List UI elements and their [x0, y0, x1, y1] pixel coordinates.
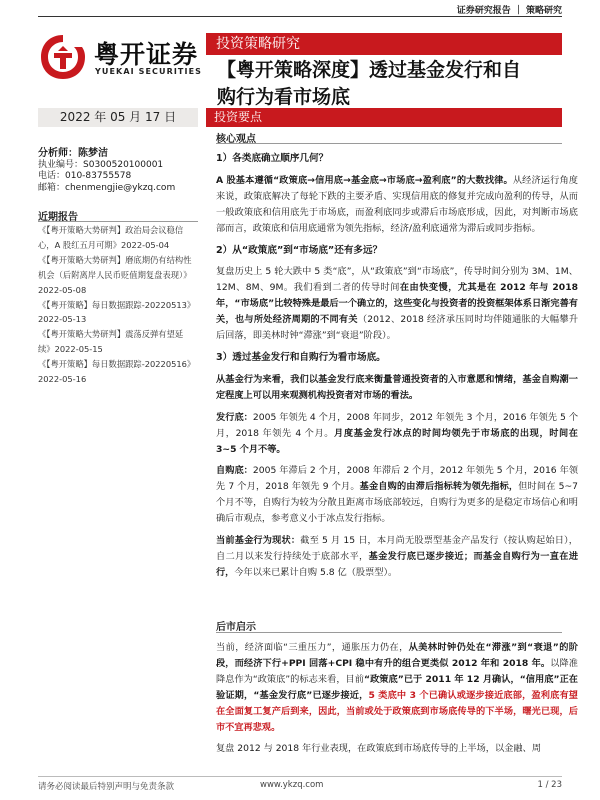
report-title-text: 《【粤开策略大势研判】政治局会议稳信 [38, 225, 184, 235]
list-item[interactable] [38, 298, 200, 328]
outlook-bold: “政策底”已于 2011 年 12 月确认，“信用底”正在验证期，“基金发行底”已逐步接近， [216, 673, 578, 701]
issuance-text: 2005 年领先 4 个月，2008 年同步，2012 年领先 3 个月，2016 年领先 5 个月，2018 年领先 4 个月。 [216, 411, 579, 439]
yuekai-logo-icon [38, 33, 88, 81]
outlook-heading: 后市启示 [216, 622, 256, 633]
recent-reports-divider [38, 221, 198, 222]
analyst-license: 执业编号：S0300520100001 [38, 159, 164, 170]
analyst-name: 分析师：陈梦洁 [38, 148, 108, 159]
report-title-text: 《【粤开策略大势研判】磨底期仍有结构性 [38, 254, 192, 265]
outlook-highlight: 5 类底中 3 个已确认或逐步接近底部，盈利底有望在全面复工复产后到来，因此，当前或处于政策底到市场底传导的下半场，曙光已现，后市不宜再悲观。 [216, 689, 578, 733]
key-points-bar: 投资要点 [206, 108, 562, 127]
current-status-bold: 基金发行底已逐步接近；而基金自购行为一直在进行， [216, 550, 579, 578]
self-purchase-label: 自购底： [216, 465, 253, 477]
self-purchase-text-end: 但时间在 5~7 个月不等，自购行为较为分散且距离市场底部较远，自购行为更多的是稳定市场信心和明确后市观点，参考意义小于冰点发行指标。 [216, 481, 578, 525]
current-status-label: 当前基金行为现状： [216, 535, 301, 547]
paragraph-self-purchase [216, 463, 578, 527]
outlook-body [216, 640, 578, 757]
brand-logo [38, 33, 203, 83]
top-header [0, 0, 600, 20]
recent-reports-heading: 近期报告 [38, 212, 78, 223]
list-item[interactable] [38, 253, 200, 298]
p1-bold: A 股基本遵循“政策底→信用底→基金底→市场底→盈利底”的大数找律。 [216, 174, 513, 186]
outlook-bold: 从美林时钟仍处在“滞涨”到“衰退”的阶段，而经济下行+PPI 回落+CPI 稳中有升的组合更类似 2012 年和 2018 年。 [216, 642, 578, 669]
analyst-phone: 电话：010-83755578 [38, 171, 132, 181]
p1-text: 从经济运行角度来说，政策底解决了每轮下跌的主要矛盾、实现信用底的修复并完成向盈利的传导，从而一般政策底和信用底先于市场底，而盈利底同步或滞后市场底形成，因此，对判断市场底部而言，政策底和信用底通常为领先指标，经济/盈利底通常为滞后或同步指标。 [216, 174, 578, 234]
brand-name-cn: 粤开证券 [94, 40, 199, 69]
list-item[interactable] [38, 327, 200, 357]
core-points-heading: 核心观点 [216, 134, 256, 145]
self-purchase-text: 2005 年滞后 2 个月，2008 年滞后 2 个月，2012 年领先 5 个月，2016 年领先 7 个月，2018 年领先 9 个月。 [216, 465, 579, 493]
recent-reports-list [38, 223, 200, 387]
core-points-divider [216, 143, 562, 144]
footer-disclaimer: 请务必阅读最后特别声明与免责条款 [38, 782, 175, 792]
outlook-divider [216, 632, 562, 633]
report-title-text: 《【粤开策略】每日数据跟踪-20220516》 [38, 359, 196, 370]
report-title [217, 57, 572, 111]
p2-bold: 在由快变慢，尤其是在 2012 年与 2018 年，“市场底”比较特殊是最后一个确立的，这些变化与投资者的投资框架体系日渐完善有关，也与所处经济周期的不同有关 [216, 282, 578, 326]
report-title-text: 心，A 股红五月可期》2022-05-04 [38, 239, 170, 250]
footer-website[interactable]: www.ykzq.com [260, 780, 324, 790]
issuance-label: 发行底： [216, 411, 253, 423]
self-purchase-bold: 基金自购的由滞后指标转为领先指标， [359, 481, 519, 493]
outlook-text: 当前，经济面临“三重压力”，通胀压力仍在， [216, 642, 409, 653]
title-line-1: 【粤开策略深度】透过基金发行和自 [217, 59, 522, 81]
brand-name-en: YUEKAI SECURITIES [95, 67, 202, 76]
issuance-bold: 月度基金发行冰点的时间均领先于市场底的出现，时间在 3~5 个月不等。 [216, 427, 578, 455]
question-2: 2）从“政策底”到“市场底”还有多远？ [216, 244, 383, 256]
current-status-text: 截至 5 月 15 日，本月尚无股票型基金产品发行（按认购起始日），自二月以来发行持续处于底部水平， [216, 535, 578, 562]
report-title-text: 《【粤开策略大势研判】震荡反弹有望延 [38, 329, 184, 340]
outlook-text: 以降准降息作为“政策底”的标志来看，目前 [216, 657, 578, 685]
paragraph-current-status [216, 533, 578, 581]
report-title-text: 《【粤开策略】每日数据跟踪-20220513》 [38, 299, 196, 310]
report-title-text: 机会（后附离岸人民币贬值期复盘表现）》 [38, 269, 192, 280]
analyst-email[interactable]: 邮箱：chenmengjie@ykzq.com [38, 182, 176, 193]
p2-text: 复盘历史上 5 轮大跌中 5 类“底”，从“政策底”到“市场底”，传导时间分别为 3M、1M、12M、8M、9M。我们看到二者的传导时间 [216, 266, 578, 294]
paragraph-2 [216, 264, 578, 344]
outlook-paragraph-2: 复盘 2012 与 2018 年行业表现，在政策底到市场底传导的上半场，以金融、周 [216, 743, 541, 755]
report-date-text: 2022-05-13 [38, 314, 87, 325]
title-line-2: 购行为看市场底 [217, 86, 351, 108]
outlook-paragraph-1 [216, 640, 578, 735]
footer-divider [38, 776, 562, 777]
page-number: 1 / 23 [537, 780, 562, 790]
question-1: 1）各类底确立顺序几何？ [216, 153, 329, 164]
paragraph-1 [216, 173, 578, 237]
outlook-heading-wrap [216, 618, 256, 633]
p2-text-end: （2012、2018 经济承压同时均伴随通胀的大幅攀升后回落，即美林时钟“滞涨”到“衰退”阶段）。 [216, 314, 579, 342]
report-date-text: 2022-05-08 [38, 284, 87, 295]
analyst-info [38, 148, 198, 194]
paragraph-issuance [216, 410, 578, 458]
current-status-text-end: 今年以来已累计自购 5.8 亿（股票型）。 [234, 566, 398, 578]
report-category: 证券研究报告 ｜ 策略研究 [456, 6, 562, 16]
report-date: 2022 年 05 月 17 日 [38, 108, 198, 127]
paragraph-3: 从基金行为来看，我们以基金发行底来衡量普通投资者的入市意愿和情绪，基金自购潮一定程度上可以用来观测机构投资者对市场的看法。 [216, 373, 578, 401]
category-banner: 投资策略研究 [206, 33, 562, 55]
list-item[interactable] [38, 223, 200, 253]
list-item[interactable] [38, 357, 200, 387]
report-title-text: 续》2022-05-15 [38, 344, 103, 355]
header-divider [38, 16, 562, 17]
question-3: 3）透过基金发行和自购行为看市场底。 [216, 351, 386, 363]
core-points-body [216, 151, 578, 581]
report-date-text: 2022-05-16 [38, 374, 87, 385]
